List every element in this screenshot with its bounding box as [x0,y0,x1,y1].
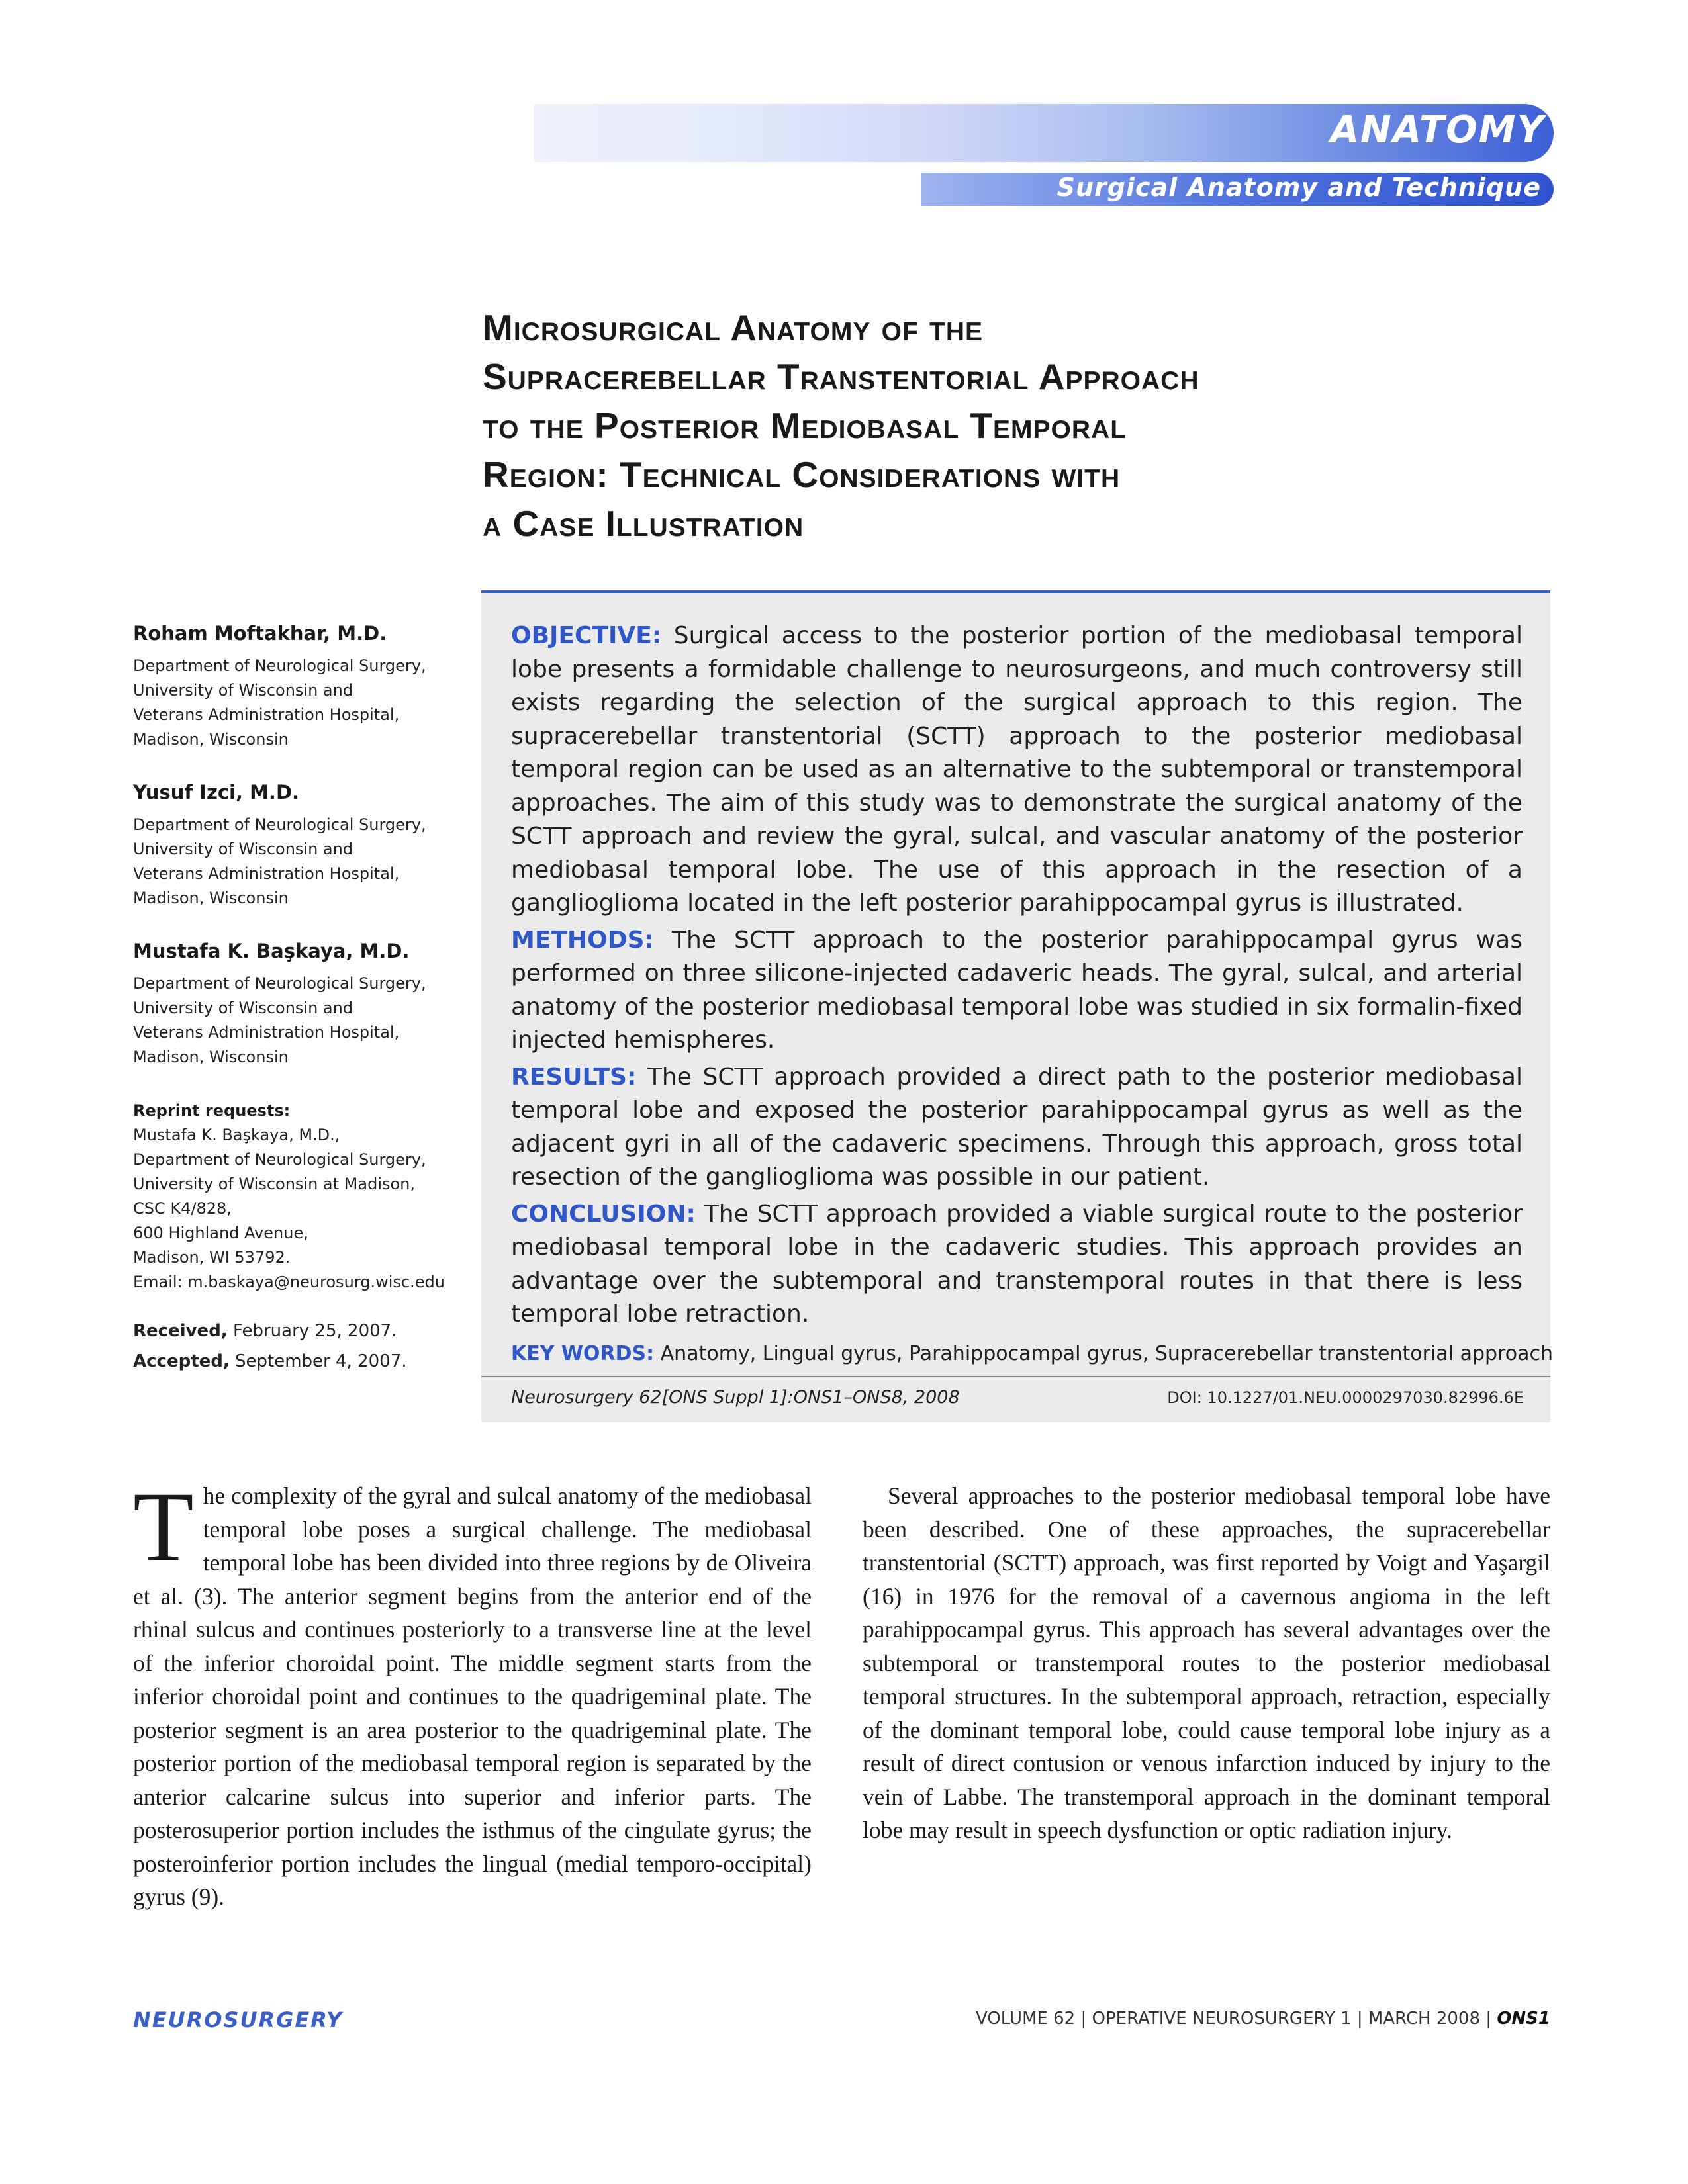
keywords [511,1342,1553,1365]
body-column-right [863,1479,1550,1847]
keywords-text: Anatomy, Lingual gyrus, Parahippocampal gyrus, Supracerebellar transtentorial approach [660,1342,1553,1365]
methods-label: METHODS: [511,926,654,954]
drop-cap: T [133,1472,194,1582]
abstract-divider [481,1376,1550,1377]
objective-text: Surgical access to the posterior portion of the mediobasal temporal lobe presents a formidable challenge to neurosurgeons, and much controversy still exists regarding the selection of the surgical approach to this region. The supracerebellar transtentorial (SCTT) approach to the posterior mediobasal temporal region can be used as an alternative to the subtemporal or transtemporal approaches. The aim of this study was to demonstrate the surgical anatomy of the SCTT approach and review the gyral, sulcal, and vascular anatomy of the posterior mediobasal temporal lobe. The use of this approach in the resection of a ganglioglioma located in the left posterior parahippocampal gyrus is illustrated. [511,622,1523,917]
abstract-conclusion [511,1198,1523,1332]
reprint-line: Madison, WI 53792. [133,1248,291,1267]
footer-journal-name: NEUROSURGERY [133,2007,344,2032]
reprint-block [133,1099,444,1295]
footer-info [976,2009,1550,2028]
affiliation-line: Madison, Wisconsin [133,730,289,749]
body-paragraph: he complexity of the gyral and sulcal anatomy of the mediobasal temporal lobe poses a surgical challenge. The mediobasal temporal lobe has been divided into three regions by de Oliveira et al. (3). The anterior segment begins from the anterior end of the rhinal sulcus and continues posteriorly to a transverse line at the level of the inferior choroidal point. The middle segment starts from the inferior choroidal point and continues to the quadrigeminal plate. The posterior segment is an area posterior to the quadrigeminal plate. The posterior portion of the mediobasal temporal region is separated by the anterior calcarine sulcus into superior and inferior parts. The posterosuperior portion includes the isthmus of the cingulate gyrus; the posteroinferior portion includes the lingual (medial temporo-occipital) gyrus (9). [133,1482,812,1910]
affiliation-line: Department of Neurological Surgery, [133,815,426,834]
citation: Neurosurgery 62[ONS Suppl 1]:ONS1–ONS8, 2008 [511,1387,960,1408]
reprint-heading: Reprint requests: [133,1101,291,1120]
affiliation-line: University of Wisconsin and [133,840,353,858]
section-label: ANATOMY [1330,109,1545,152]
abstract-methods [511,924,1523,1058]
reprint-line: Department of Neurological Surgery, [133,1150,426,1169]
reprint-line: University of Wisconsin at Madison, [133,1175,416,1193]
title-line: to the Posterior Mediobasal Temporal [483,405,1127,446]
doi[interactable]: DOI: 10.1227/01.NEU.0000297030.82996.6E [1167,1388,1524,1407]
objective-label: OBJECTIVE: [511,622,662,649]
footer-page-number: ONS1 [1497,2009,1550,2028]
abstract-box [481,590,1553,1422]
affiliation-line: Veterans Administration Hospital, [133,705,400,724]
conclusion-label: CONCLUSION: [511,1200,696,1228]
body-paragraph: Several approaches to the posterior mediobasal temporal lobe have been described. One of these approaches, the supracerebellar transtentorial (SCTT) approach, was first reported by Voigt and Yaşargil (16) in 1976 for the removal of a cavernous angioma in the left parahippocampal gyrus. This approach has several advantages over the subtemporal or transtemporal routes to the posterior mediobasal temporal structures. In the subtemporal approach, retraction, especially of the dominant temporal lobe, could cause temporal lobe injury as a result of direct contusion or venous infarction induced by injury to the vein of Labbe. The transtemporal approach in the dominant temporal lobe may result in speech dysfunction or optic radiation injury. [863,1482,1550,1843]
footer-volume: VOLUME 62 | OPERATIVE NEUROSURGERY 1 | MARCH 2008 | [976,2009,1492,2028]
title-line: Region: Technical Considerations with [483,454,1121,495]
title-line: Supracerebellar Transtentorial Approach [483,356,1199,397]
keywords-label: KEY WORDS: [511,1342,655,1365]
affiliation-line: Department of Neurological Surgery, [133,974,426,993]
author-name: Roham Moftakhar, M.D. [133,622,387,645]
title-line: Microsurgical Anatomy of the [483,307,984,348]
author-block [133,781,444,911]
affiliation-line: Department of Neurological Surgery, [133,657,426,675]
abstract-objective [511,619,1523,921]
abstract-results [511,1061,1523,1195]
results-text: The SCTT approach provided a direct path to the posterior mediobasal temporal lobe and exposed the posterior parahippocampal gyrus as well as the adjacent gyri in all of the cadaveric specimens. Through this approach, gross total resection of the ganglioglioma was possible in our patient. [511,1063,1523,1191]
affiliation-line: Madison, Wisconsin [133,889,289,907]
conclusion-text: The SCTT approach provided a viable surgical route to the posterior mediobasal temporal lobe in the cadaveric studies. This approach provides an advantage over the subtemporal and transtemporal routes in that there is less temporal lobe retraction. [511,1200,1523,1328]
author-block [133,622,444,752]
affiliation-line: University of Wisconsin and [133,999,353,1017]
accepted-value: September 4, 2007. [235,1351,407,1371]
results-label: RESULTS: [511,1063,637,1091]
received-label: Received, [133,1321,228,1341]
accepted-date [133,1346,444,1377]
affiliation-line: University of Wisconsin and [133,681,353,700]
author-sidebar [133,622,444,1377]
reprint-line: 600 Highland Avenue, [133,1224,308,1242]
abstract-text [511,619,1523,1332]
received-value: February 25, 2007. [232,1321,397,1341]
methods-text: The SCTT approach to the posterior parahippocampal gyrus was performed on three silicone-injected cadaveric heads. The gyral, sulcal, and arterial anatomy of the posterior mediobasal temporal lobe was studied in six formalin-fixed injected hemispheres. [511,926,1523,1054]
title-line: a Case Illustration [483,503,804,544]
body-column-left [133,1472,812,1914]
accepted-label: Accepted, [133,1351,230,1371]
author-name: Mustafa K. Başkaya, M.D. [133,940,410,962]
affiliation-line: Veterans Administration Hospital, [133,1023,400,1042]
dates-block [133,1316,444,1377]
reprint-email[interactable]: Email: m.baskaya@neurosurg.wisc.edu [133,1273,445,1291]
reprint-line: CSC K4/828, [133,1199,232,1218]
affiliation-line: Madison, Wisconsin [133,1048,289,1066]
author-block [133,940,444,1069]
article-title [483,303,1515,548]
subsection-label: Surgical Anatomy and Technique [1056,173,1541,202]
reprint-line: Mustafa K. Başkaya, M.D., [133,1126,340,1144]
received-date [133,1316,444,1346]
affiliation-line: Veterans Administration Hospital, [133,864,400,883]
author-name: Yusuf Izci, M.D. [133,781,300,803]
